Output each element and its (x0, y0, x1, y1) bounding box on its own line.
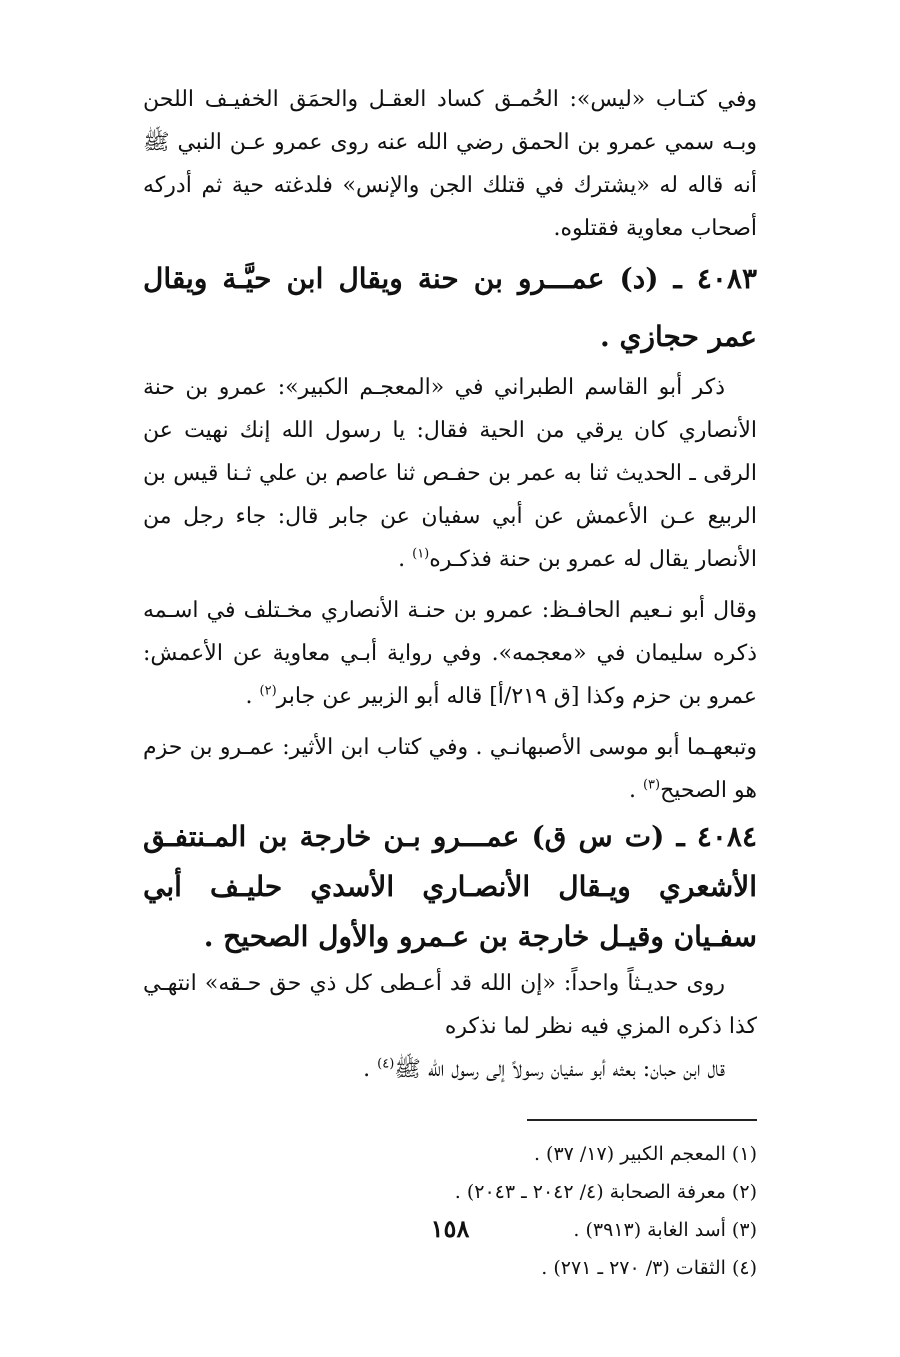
paragraph-tabarani-text: ذكر أبو القاسم الطبراني في «المعجـم الكبير»: عمرو بن حنة الأنصاري كان يرقي من الحية فقال: يا رسول الله إنك نهيت عن الرقى ـ الحديث ثنا به عمر بن حفـص ثنا عاصم بن علي ثـنا قيس بن الربيع عـن الأعمش عن أبي سفيان عن جابر قال: جاء رجل من الأنصار يقال له عمرو بن حنة فذكـره (143, 375, 757, 572)
footnote-1: (١) المعجم الكبير (١٧/ ٣٧) . (533, 1143, 757, 1165)
period: . (245, 684, 260, 709)
paragraph-lais: وفي كتـاب «ليس»: الحُمـق كساد العقـل والحمَق الخفيـف اللحن وبـه سمي عمرو بن الحمق رضي الله عنه روى عمرو عـن النبي ﷺ أنه قاله له «يشترك في قتلك الجن والإنس» فلدغته حية ثم أدركه أصحاب معاوية فقتلوه. (143, 87, 757, 241)
footnote-ref-3[interactable]: (٣) (642, 777, 661, 793)
paragraph-tabarani (143, 366, 757, 581)
footnote-4: (٤) الثقات (٣/ ٢٧٠ ـ ٢٧١) . (541, 1257, 757, 1279)
entry-title-4084: ٤٠٨٤ ـ (ت س ق) عمـــرو بـن خارجة بن المـنتفـق الأشعري ويـقال الأنصـاري الأسدي حليـف أبي سفـيان وقيـل خارجة بن عـمرو والأول الصحيح . (143, 820, 757, 953)
paragraph-abu-nuaym (143, 589, 757, 718)
footnote-2: (٢) معرفة الصحابة (٤/ ٢٠٤٢ ـ ٢٠٤٣) . (454, 1181, 757, 1203)
paragraph-abu-nuaym-text: وقال أبو نـعيم الحافـظ: عمرو بن حنـة الأنصاري مخـتلف في اسـمه ذكره سليمان في «معجمه». وفي رواية أبـي معاوية عن الأعمش: عمرو بن حزم وكذا [ق ٢١٩/أ] قاله أبو الزبير عن جابر (143, 598, 757, 709)
period: . (363, 1057, 378, 1082)
page-number: ١٥٨ (430, 1214, 470, 1243)
spacer (143, 581, 757, 589)
footnote-ref-1[interactable]: (١) (412, 546, 430, 562)
paragraph-ibn-athir (143, 726, 757, 812)
footnote-separator (527, 1119, 757, 1121)
paragraph-ibn-hibban-text: قال ابن حبان: بعثه أبو سفيان رسولاً إلى رسول الله ﷺ (394, 1057, 725, 1082)
paragraph-ibn-hibban (143, 1048, 757, 1091)
period: . (628, 778, 643, 803)
spacer (143, 718, 757, 726)
period: . (398, 547, 413, 572)
paragraph-hadith: روى حديـثاً واحداً: «إن الله قد أعـطى كل ذي حق حـقه» انتهـي كذا ذكره المزي فيه نظر لما نذكره (143, 971, 757, 1039)
paragraph-ibn-athir-text: وتبعهـما أبو موسى الأصبهانـي . وفي كتاب ابن الأثير: عمـرو بن حزم هو الصحيح (143, 735, 757, 803)
footnote-3: (٣) أسد الغابة (٣٩١٣) . (573, 1219, 757, 1241)
footnote-ref-2[interactable]: (٢) (259, 683, 277, 699)
entry-title-4083: ٤٠٨٣ ـ (د) عمـــرو بن حنة ويقال ابن حيَّـة ويقال عمر حجازي . (143, 262, 757, 353)
footnote-ref-4[interactable]: (٤) (377, 1056, 395, 1072)
